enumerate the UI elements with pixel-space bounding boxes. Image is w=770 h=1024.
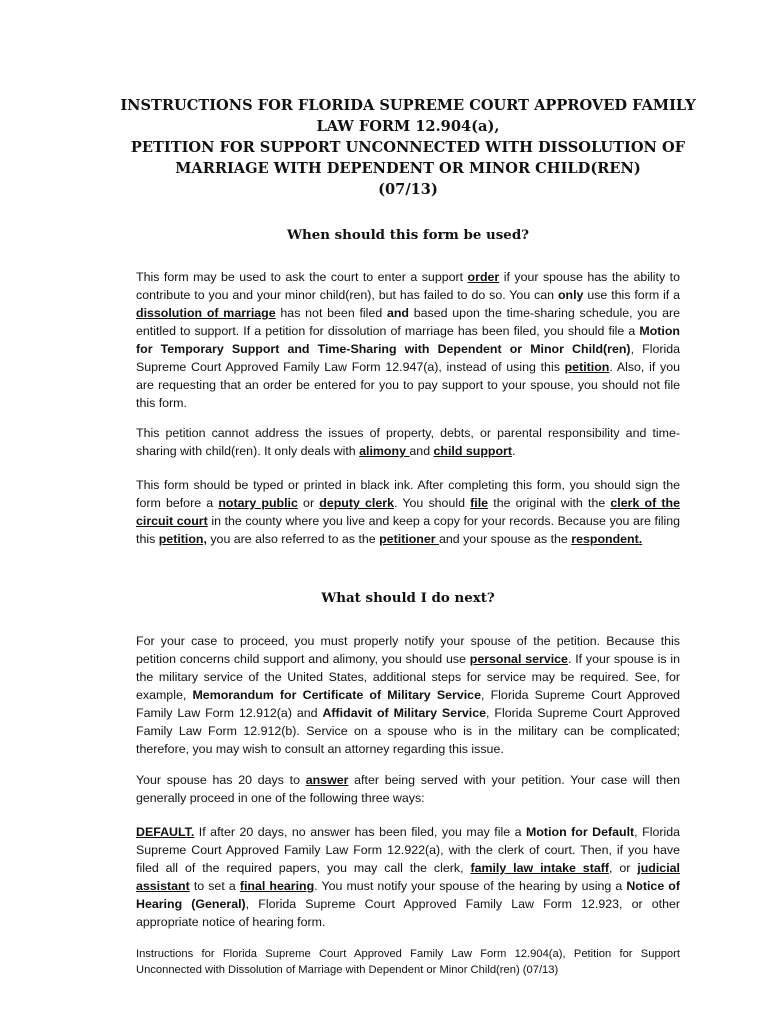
form-reference: Memorandum for Certificate of Military Service (192, 688, 481, 702)
term-notary-public: notary public (218, 496, 298, 510)
title-line: INSTRUCTIONS FOR FLORIDA SUPREME COURT APPROVED FAMILY (120, 97, 696, 114)
form-reference: Motion for Default (526, 825, 635, 839)
term-final-hearing: final hearing (239, 879, 315, 893)
page-footer: Instructions for Florida Supreme Court Approved Family Law Form 12.904(a), Petition for Support Unconnected with Dissolution of Marriage with Dependent or Minor Child(ren) (07/13) (136, 948, 680, 976)
document-title (120, 95, 696, 200)
term-personal-service: personal service (469, 652, 568, 666)
term-deputy-clerk: deputy clerk (319, 496, 394, 510)
paragraph-service: For your case to proceed, you must properly notify your spouse of the petition. Because this petition concerns child support and alimony, you should use personal service. If your spouse is in the military service of the United States, additional steps for service may be required. See, for example, Memorandum for Certificate of Military Service, Florida Supreme Court Approved Family Law Form 12.912(a) and Affidavit of Military Service, Florida Supreme Court Approved Family Law Form 12.912(b). Service on a spouse who is in the military can be complicated; therefore, you may wish to consult an attorney regarding this issue. (136, 634, 680, 756)
title-line: MARRIAGE WITH DEPENDENT OR MINOR CHILD(REN) (175, 160, 641, 177)
section-heading-when: When should this form be used? (286, 227, 530, 243)
paragraph-answer: Your spouse has 20 days to answer after being served with your petition. Your case will then generally proceed in one of the following three ways: (136, 773, 680, 805)
term-clerk-circuit-court: clerk of the circuit court (136, 496, 680, 528)
term-family-law-intake-staff: family law intake staff (470, 861, 609, 875)
section-heading-next: What should I do next? (321, 590, 495, 606)
term-file: file (470, 496, 489, 510)
title-line: (07/13) (378, 181, 438, 198)
form-reference: Motion for Temporary Support and Time-Sharing with Dependent or Minor Child(ren) (136, 324, 680, 356)
form-reference: Notice of Hearing (General) (136, 879, 680, 911)
term-respondent: respondent. (571, 532, 643, 546)
paragraph-default: DEFAULT. If after 20 days, no answer has been filed, you may file a Motion for Default, Florida Supreme Court Approved Family Law Form 12.922(a), with the clerk of court. Then, if you have filed all of the required papers, you may call the clerk, family law intake staff, or judicial assistant to set a final hearing. You must notify your spouse of the hearing by using a Notice of Hearing (General), Florida Supreme Court Approved Family Law Form 12.923, or other appropriate notice of hearing form. (136, 825, 680, 929)
title-line: PETITION FOR SUPPORT UNCONNECTED WITH DISSOLUTION OF (130, 139, 686, 156)
term-petition: petition (564, 360, 610, 374)
paragraph-filing: This form should be typed or printed in black ink. After completing this form, you should sign the form before a notary public or deputy clerk. You should file the original with the clerk of the circuit court in the county where you live and keep a copy for your records. Because you are filing this petition, you are also referred to as the petitioner and your spouse as the respondent. (136, 478, 681, 546)
term-child-support: child support (433, 444, 513, 458)
paragraph-scope: This petition cannot address the issues of property, debts, or parental responsibility and time-sharing with child(ren). It only deals with alimony and child support. (136, 426, 680, 458)
paragraph-usage: This form may be used to ask the court to enter a support order if your spouse has the ability to contribute to you and your minor child(ren), but has failed to do so. You can only use this form if a dissolution of marriage has not been filed and based upon the time-sharing schedule, you are entitled to support. If a petition for dissolution of marriage has been filed, you should file a Motion for Temporary Support and Time-Sharing with Dependent or Minor Child(ren), Florida Supreme Court Approved Family Law Form 12.947(a), instead of using this petition. Also, if you are requesting that an order be entered for you to pay support to your spouse, you should not file this form. (136, 270, 680, 410)
term-petitioner: petitioner (379, 532, 439, 546)
term-judicial-assistant: judicial assistant (136, 861, 680, 893)
term-order: order (467, 270, 500, 284)
title-line: LAW FORM 12.904(a), (316, 118, 500, 135)
term-petition: petition, (158, 532, 207, 546)
term-answer: answer (305, 773, 349, 787)
form-reference: Affidavit of Military Service (322, 706, 487, 720)
term-default: DEFAULT. (136, 825, 195, 839)
term-dissolution: dissolution of marriage (136, 306, 276, 320)
term-alimony: alimony (359, 444, 410, 458)
